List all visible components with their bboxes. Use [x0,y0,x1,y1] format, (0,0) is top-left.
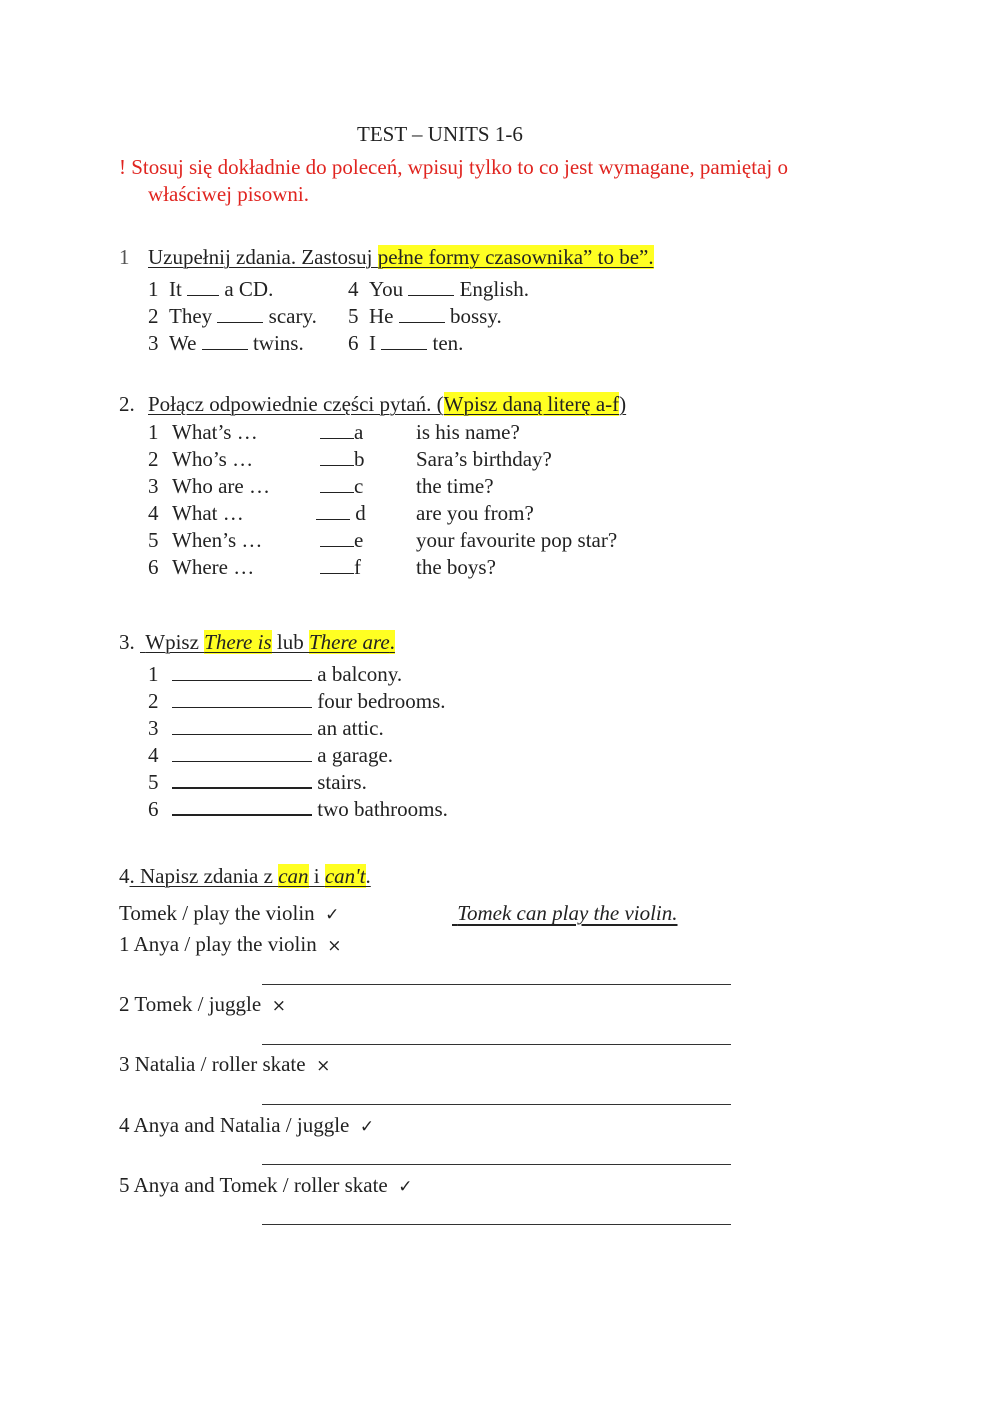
example-prompt: Tomek / play the violin ✓ [119,901,340,925]
ex3-item: an attic. [172,718,384,739]
answer-blank[interactable] [320,438,354,439]
check-icon: ✓ [398,1177,413,1197]
ex4-prompt: 3 Natalia / roller skate × [119,1052,331,1076]
ex3-item-number: 5 [148,770,159,794]
instruction-highlight: pełne formy czasownika” to be”. [377,245,654,269]
ex2-item-end: are you from? [416,501,534,525]
ex2-item-end: the time? [416,474,494,498]
answer-blank[interactable] [399,322,445,323]
answer-blank[interactable] [172,814,312,816]
answer-blank[interactable] [172,680,312,681]
answer-blank[interactable] [381,349,427,350]
answer-blank[interactable] [316,519,350,520]
instruction-highlight: can [278,864,309,888]
instruction-highlight: There is [204,630,272,654]
ex2-item-letter: f [320,557,361,578]
ex3-item-number: 4 [148,743,159,767]
ex2-item-end: is his name? [416,420,520,444]
answer-blank[interactable] [408,295,454,296]
ex2-item-end: Sara’s birthday? [416,447,552,471]
check-icon: ✓ [359,1117,375,1137]
ex2-item-number: 5 [148,528,159,552]
ex4-prompt: 2 Tomek / juggle × [119,992,286,1016]
ex2-item-start: What’s … [172,420,258,444]
answer-blank[interactable] [172,734,312,735]
ex3-item-number: 2 [148,689,159,713]
ex1-row: 4 You English. [348,277,529,301]
answer-blank[interactable] [172,787,312,789]
answer-blank[interactable] [172,761,312,762]
answer-blank[interactable] [202,349,248,350]
exercise-2-instruction: Połącz odpowiednie części pytań. (Wpisz daną literę a-f) [148,392,627,416]
page-title: TEST – UNITS 1-6 [357,122,523,146]
instruction-highlight: can't [324,864,366,888]
answer-blank[interactable] [320,546,354,547]
ex3-item-number: 1 [148,662,159,686]
example-answer: Tomek can play the violin. [457,901,678,925]
ex2-item-start: When’s … [172,528,263,552]
ex1-row: 5 He bossy. [348,304,502,328]
exercise-2-number: 2. [119,392,135,416]
ex4-prompt: 4 Anya and Natalia / juggle ✓ [119,1113,375,1137]
ex3-item: two bathrooms. [172,799,448,820]
exercise-1-number: 1 [119,245,130,269]
ex2-item-number: 4 [148,501,159,525]
answer-blank[interactable] [320,573,354,574]
answer-line[interactable] [262,1224,731,1225]
ex2-item-start: Where … [172,555,255,579]
exercise-3-instruction: Wpisz There is lub There are. [145,630,395,654]
ex2-item-letter: a [320,422,363,443]
ex1-row: 6 I ten. [348,331,464,355]
ex2-item-letter: e [320,530,363,551]
ex3-item: a balcony. [172,664,402,685]
warning-line-2: właściwej pisowni. [148,182,309,206]
ex2-item-letter: b [320,449,365,470]
answer-blank[interactable] [187,295,219,296]
answer-line[interactable] [262,1164,731,1165]
ex2-item-end: your favourite pop star? [416,528,618,552]
ex3-item-number: 6 [148,797,159,821]
ex2-item-start: What … [172,501,244,525]
ex4-prompt: 1 Anya / play the violin × [119,932,342,956]
ex1-row: 3 We twins. [148,331,304,355]
cross-icon: × [327,936,342,956]
cross-icon: × [271,996,286,1016]
answer-line[interactable] [262,1104,731,1105]
exercise-1-instruction: Uzupełnij zdania. Zastosuj pełne formy czasownika” to be”. [148,245,654,269]
ex4-prompt: 5 Anya and Tomek / roller skate ✓ [119,1173,413,1197]
ex3-item: stairs. [172,772,367,793]
answer-blank[interactable] [320,492,354,493]
ex3-item-number: 3 [148,716,159,740]
ex1-row: 1 It a CD. [148,277,274,301]
answer-blank[interactable] [320,465,354,466]
ex2-item-number: 1 [148,420,159,444]
answer-line[interactable] [262,984,731,985]
ex2-item-end: the boys? [416,555,496,579]
ex2-item-letter: c [320,476,363,497]
ex2-item-letter: d [316,503,366,524]
check-icon: ✓ [325,905,340,925]
ex2-item-start: Who’s … [172,447,254,471]
ex2-item-number: 2 [148,447,159,471]
ex3-item: four bedrooms. [172,691,446,712]
answer-blank[interactable] [217,322,263,323]
cross-icon: × [316,1056,331,1076]
ex2-item-number: 6 [148,555,159,579]
ex2-item-number: 3 [148,474,159,498]
instruction-highlight: Wpisz daną literę a-f [443,392,620,416]
answer-blank[interactable] [172,707,312,708]
exercise-3-number: 3. [119,630,135,654]
warning-line-1: ! Stosuj się dokładnie do poleceń, wpisuj tylko to co jest wymagane, pamiętaj o [119,155,788,179]
ex3-item: a garage. [172,745,393,766]
exercise-4-instruction: 4. Napisz zdania z can i can't. [119,864,371,888]
ex1-row: 2 They scary. [148,304,317,328]
instruction-highlight: There are [308,630,390,654]
answer-line[interactable] [262,1044,731,1045]
ex2-item-start: Who are … [172,474,270,498]
